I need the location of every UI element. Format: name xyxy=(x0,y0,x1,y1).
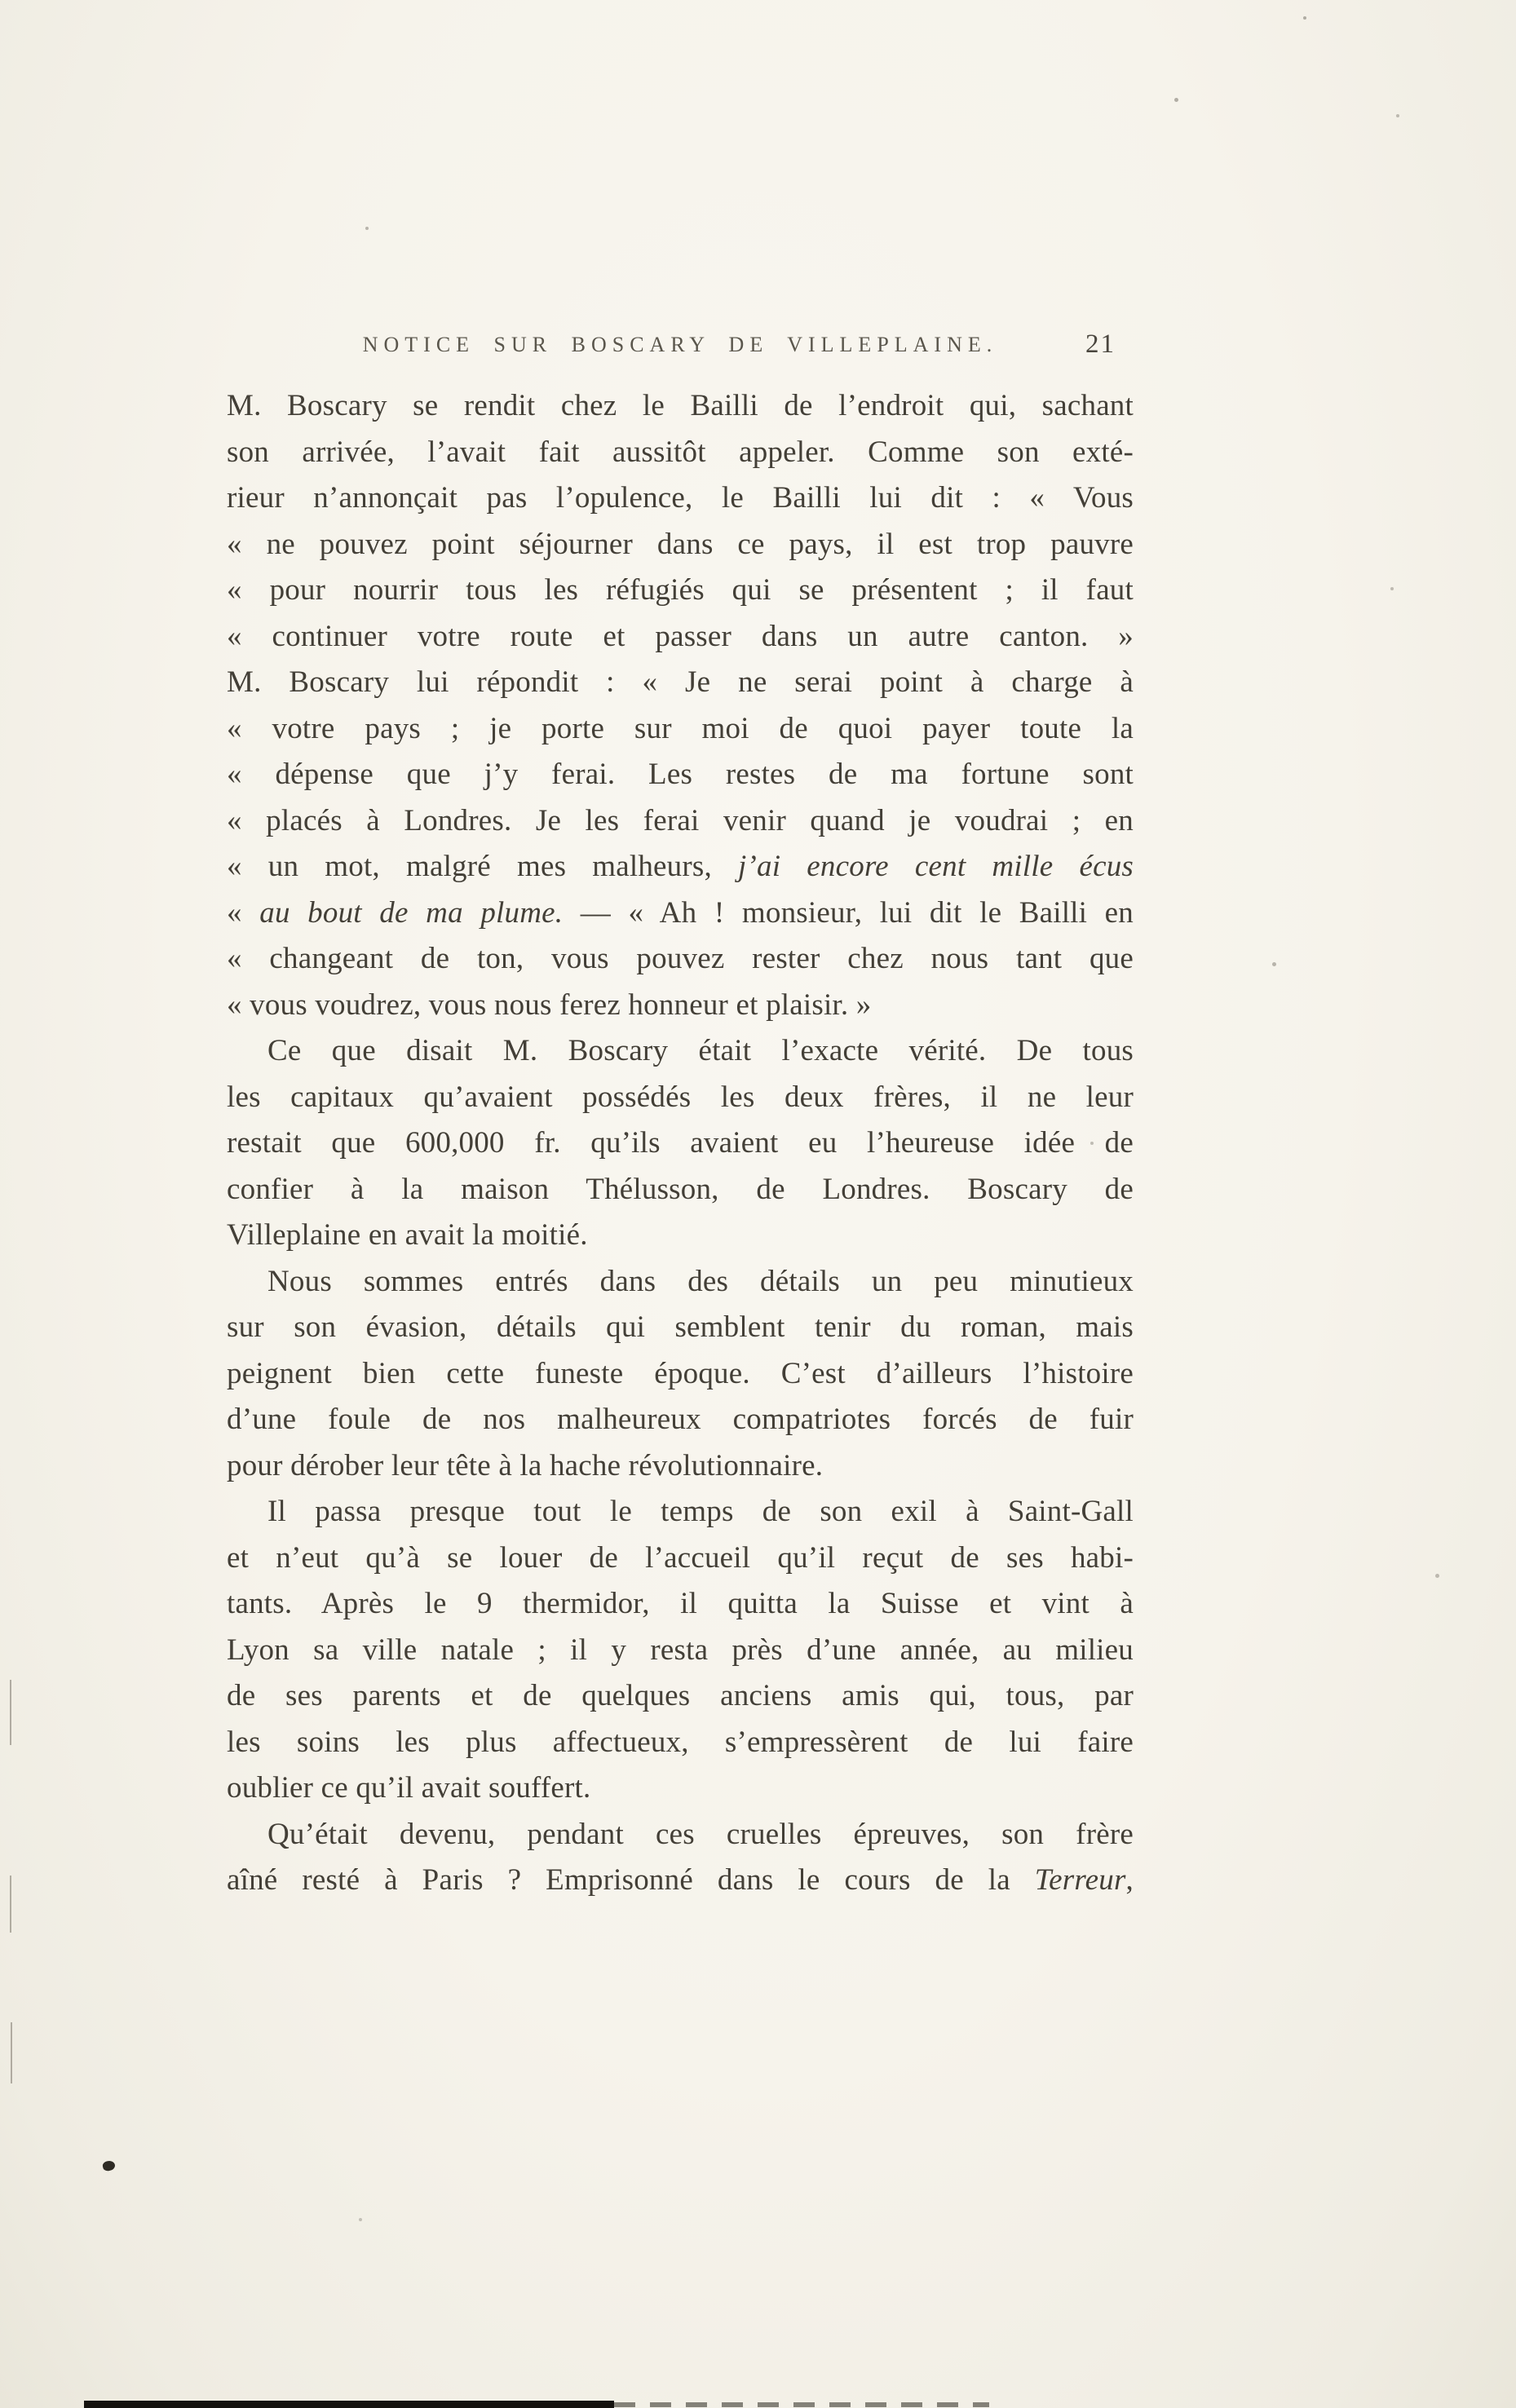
text-segment: Il passa presque tout le temps de son exil à Saint-Gall xyxy=(267,1495,1134,1528)
text-line xyxy=(227,614,1134,661)
scan-speckle xyxy=(1174,98,1178,102)
text-segment: Lyon sa ville natale ; il y resta près d’une année, au milieu xyxy=(227,1633,1134,1667)
text-line xyxy=(227,1765,1134,1812)
text-segment: « un mot, malgré mes malheurs, xyxy=(227,850,739,883)
text-line xyxy=(227,1351,1134,1398)
text-line xyxy=(227,1120,1134,1167)
text-segment: restait que 600,000 fr. qu’ils avaient eu l’heureuse idée de xyxy=(227,1126,1134,1160)
text-segment: Qu’était devenu, pendant ces cruelles épreuves, son frère xyxy=(267,1817,1134,1851)
scan-bottom-edge xyxy=(84,2401,614,2408)
text-segment: tants. Après le 9 thermidor, il quitta la Suisse et vint à xyxy=(227,1587,1134,1620)
text-line xyxy=(227,522,1134,568)
scan-speckle xyxy=(359,2218,362,2221)
text-segment: « vous voudrez, vous nous ferez honneur et plaisir. » xyxy=(227,988,872,1022)
text-segment: pour dérober leur tête à la hache révolutionnaire. xyxy=(227,1448,824,1482)
text-line xyxy=(227,1259,1134,1306)
italic-text-segment: Terreur xyxy=(1034,1863,1126,1897)
text-line xyxy=(227,1075,1134,1121)
text-segment: « continuer votre route et passer dans un autre canton. » xyxy=(227,619,1134,653)
text-line xyxy=(227,1628,1134,1674)
text-line xyxy=(227,983,1134,1029)
scan-edge-mark xyxy=(10,1680,11,1745)
text-line xyxy=(227,1028,1134,1075)
running-title: NOTICE SUR BOSCARY DE VILLEPLAINE. xyxy=(362,333,998,356)
text-segment: et n’eut qu’à se louer de l’accueil qu’il reçut de ses habi- xyxy=(227,1540,1134,1575)
text-segment: confier à la maison Thélusson, de Londres. Boscary de xyxy=(227,1172,1134,1206)
text-line xyxy=(227,1581,1134,1628)
text-segment: sur son évasion, détails qui semblent tenir du roman, mais xyxy=(227,1310,1134,1344)
text-line xyxy=(227,752,1134,798)
page-number: 21 xyxy=(1085,329,1116,359)
text-line xyxy=(227,1167,1134,1213)
text-segment: aîné resté à Paris ? Emprisonné dans le cours de la xyxy=(227,1863,1035,1897)
text-line xyxy=(227,1858,1134,1904)
text-segment: « votre pays ; je porte sur moi de quoi payer toute la xyxy=(227,711,1134,745)
text-line xyxy=(227,1305,1134,1351)
page-header xyxy=(227,329,1134,369)
text-segment: oublier ce qu’il avait souffert. xyxy=(227,1771,591,1805)
text-line xyxy=(227,1673,1134,1720)
text-line xyxy=(227,844,1134,890)
scan-speckle xyxy=(1272,962,1276,966)
text-line xyxy=(227,430,1134,476)
text-body xyxy=(227,383,1134,1904)
text-segment: « changeant de ton, vous pouvez rester chez nous tant que xyxy=(227,942,1134,975)
text-segment: son arrivée, l’avait fait aussitôt appeler. Comme son exté- xyxy=(227,435,1134,469)
text-line xyxy=(227,706,1134,753)
text-segment: « dépense que j’y ferai. Les restes de ma fortune sont xyxy=(227,758,1134,791)
scan-speckle xyxy=(1390,587,1394,590)
text-segment: d’une foule de nos malheureux compatriotes forcés de fuir xyxy=(227,1403,1134,1436)
text-segment: rieur n’annonçait pas l’opulence, le Bailli lui dit : « Vous xyxy=(227,481,1134,515)
text-segment: « pour nourrir tous les réfugiés qui se présentent ; il faut xyxy=(227,573,1134,607)
ink-blot xyxy=(102,2160,116,2172)
text-line xyxy=(227,383,1134,430)
text-line xyxy=(227,1535,1134,1582)
text-segment: M. Boscary lui répondit : « Je ne serai point à charge à xyxy=(227,665,1134,699)
scan-bottom-edge-faint xyxy=(614,2402,989,2407)
text-segment: de ses parents et de quelques anciens amis qui, tous, par xyxy=(227,1679,1134,1712)
text-line xyxy=(227,936,1134,983)
text-line xyxy=(227,890,1134,937)
scan-speckle xyxy=(1435,1574,1439,1578)
text-segment: « ne pouvez point séjourner dans ce pays, il est trop pauvre xyxy=(227,527,1134,561)
text-line xyxy=(227,1213,1134,1259)
text-segment: Ce que disait M. Boscary était l’exacte vérité. De tous xyxy=(267,1034,1134,1067)
text-segment: Nous sommes entrés dans des détails un peu minutieux xyxy=(267,1264,1134,1298)
text-segment: , xyxy=(1125,1863,1134,1897)
italic-text-segment: au bout de ma plume. xyxy=(259,895,564,930)
scan-speckle xyxy=(1090,1142,1094,1145)
text-segment: « placés à Londres. Je les ferai venir quand je voudrai ; en xyxy=(227,803,1134,837)
text-segment: « xyxy=(227,895,260,930)
text-line xyxy=(227,1443,1134,1490)
text-segment: peignent bien cette funeste époque. C’est d’ailleurs l’histoire xyxy=(227,1356,1134,1390)
scan-speckle xyxy=(1303,16,1306,20)
text-line xyxy=(227,1812,1134,1858)
text-segment: M. Boscary se rendit chez le Bailli de l’endroit qui, sachant xyxy=(227,389,1134,422)
text-line xyxy=(227,798,1134,845)
scan-edge-mark xyxy=(10,1876,11,1933)
text-segment: les capitaux qu’avaient possédés les deux frères, il ne leur xyxy=(227,1080,1134,1114)
text-segment: — « Ah ! monsieur, lui dit le Bailli en xyxy=(563,895,1134,930)
text-line xyxy=(227,1489,1134,1535)
scan-edge-mark xyxy=(11,2022,12,2083)
text-line xyxy=(227,1397,1134,1443)
italic-text-segment: j’ai encore cent mille écus xyxy=(738,850,1134,883)
scan-speckle xyxy=(365,227,369,230)
text-line xyxy=(227,475,1134,522)
text-segment: les soins les plus affectueux, s’empressèrent de lui faire xyxy=(227,1725,1134,1759)
text-segment: Villeplaine en avait la moitié. xyxy=(227,1218,588,1252)
text-line xyxy=(227,568,1134,614)
scan-speckle xyxy=(1396,114,1399,117)
text-line xyxy=(227,660,1134,706)
text-line xyxy=(227,1720,1134,1766)
